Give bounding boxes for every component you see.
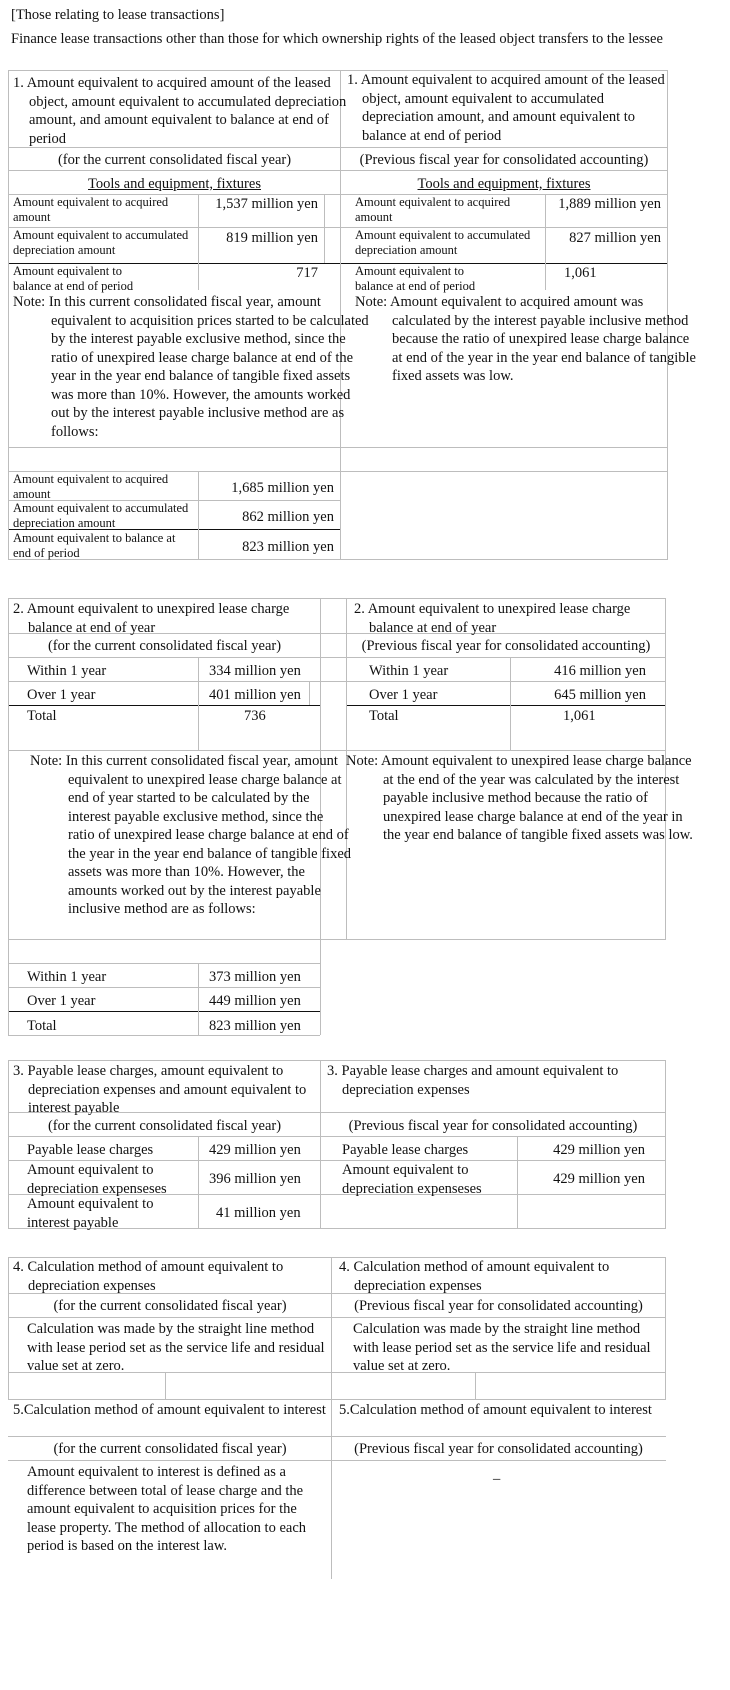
s1-cur-row1-value: 1,537 million yen [215,196,318,212]
s2-cur-row3-value: 736 [244,708,266,724]
s2-heading-current: 2. Amount equivalent to unexpired lease charge balance at end of year [13,601,290,636]
s2-cur-row1-value: 334 million yen [209,663,301,679]
s2-heading-previous: 2. Amount equivalent to unexpired lease charge balance at end of year [354,601,631,636]
s1-cur-row3-label: Amount equivalent to balance at end of period [13,264,134,294]
s5-text-current: Amount equivalent to interest is defined as a difference between total of lease charge and the amount equivalent to acquisition prices for the lease property. The method of allocation to each period is based on the interest law. [27,1464,307,1555]
s3-prev-row1-value: 429 million yen [553,1142,645,1158]
s1-extra-row2-value: 862 million yen [242,509,334,525]
s1-note-previous: Note: Amount equivalent to acquired amount was calculated by the interest payable inclusive method because the ratio of unexpired lease charge balance at end of the year in the year end balance of tangible fixed assets was low. [355,294,696,385]
s2-prev-row1-label: Within 1 year [369,663,449,679]
s1-prev-row1-label: Amount equivalent to acquired amount [355,195,511,225]
s1-category-current: Tools and equipment, fixtures [88,176,261,192]
s4-period-previous: (Previous fiscal year for consolidated accounting) [354,1298,643,1314]
s5-period-current: (for the current consolidated fiscal year) [53,1441,287,1457]
s2-cur-row3-label: Total [27,708,57,724]
s3-prev-row1-label: Payable lease charges [342,1142,469,1158]
s1-extra-row1-value: 1,685 million yen [231,480,334,496]
s2-prev-row3-value: 1,061 [563,708,596,724]
s1-prev-row1-value: 1,889 million yen [558,196,661,212]
s3-period-previous: (Previous fiscal year for consolidated accounting) [348,1118,638,1134]
s2-extra-row1-label: Within 1 year [27,969,107,985]
s1-prev-row2-label: Amount equivalent to accumulated depreciation amount [355,228,531,258]
s1-extra-row2-label: Amount equivalent to accumulated depreciation amount [13,501,189,531]
s1-note-current: Note: In this current consolidated fiscal year, amount equivalent to acquisition prices started to be calculated by the interest payable exclusive method, since the ratio of unexpired lease charge balance at end of the year in the year end balance of tangible fixed assets was more than 10%. However, the amounts worked out by the interest payable inclusive method are as follows: [13,294,369,440]
s1-period-previous: (Previous fiscal year for consolidated accounting) [359,152,649,168]
s1-prev-row3-value: 1,061 [564,265,597,281]
s1-category-previous: Tools and equipment, fixtures [417,176,591,192]
s5-text-previous: – [493,1471,501,1487]
s3-cur-row2-value: 396 million yen [209,1171,301,1187]
s1-prev-row2-value: 827 million yen [569,230,661,246]
s1-extra-row3-label: Amount equivalent to balance at end of period [13,531,176,561]
s2-cur-row2-label: Over 1 year [27,687,96,703]
s3-cur-row1-label: Payable lease charges [27,1142,154,1158]
s2-prev-row2-label: Over 1 year [369,687,438,703]
s2-extra-row3-label: Total [27,1018,57,1034]
s2-note-previous: Note: Amount equivalent to unexpired lease charge balance at the end of the year was calculated by the interest payable inclusive method because the ratio of unexpired lease charge balance at end of the year in the year end balance of tangible fixed assets was low. [346,753,693,844]
s3-prev-row2-value: 429 million yen [553,1171,645,1187]
s2-prev-row3-label: Total [369,708,399,724]
s2-period-previous: (Previous fiscal year for consolidated accounting) [361,638,651,654]
s3-cur-row2-label: Amount equivalent to depreciation expenseses [27,1162,167,1197]
s3-cur-row3-value: 41 million yen [216,1205,301,1221]
s5-heading-current: 5.Calculation method of amount equivalent to interest [13,1402,326,1418]
s5-heading-previous: 5.Calculation method of amount equivalent to interest [339,1402,652,1418]
s1-period-current: (for the current consolidated fiscal year) [57,152,292,168]
s2-extra-row3-value: 823 million yen [209,1018,301,1034]
s2-cur-row2-value: 401 million yen [209,687,301,703]
s1-heading-previous: 1. Amount equivalent to acquired amount of the leased object, amount equivalent to accumulated depreciation amount, and amount equivalent to balance at end of period [347,72,665,144]
s4-text-current: Calculation was made by the straight line method with lease period set as the service life and residual value set at zero. [27,1321,325,1375]
s3-prev-row2-label: Amount equivalent to depreciation expenseses [342,1162,482,1197]
s1-heading-current: 1. Amount equivalent to acquired amount of the leased object, amount equivalent to accumulated depreciation amount, and amount equivalent to balance at end of period [13,75,347,147]
s1-cur-row2-value: 819 million yen [226,230,318,246]
s4-period-current: (for the current consolidated fiscal year) [53,1298,287,1314]
s2-prev-row1-value: 416 million yen [554,663,646,679]
s1-extra-row3-value: 823 million yen [242,539,334,555]
s3-heading-current: 3. Payable lease charges, amount equivalent to depreciation expenses and amount equivalent to interest payable [13,1063,307,1117]
s5-period-previous: (Previous fiscal year for consolidated accounting) [354,1441,643,1457]
s3-cur-row1-value: 429 million yen [209,1142,301,1158]
s1-prev-row3-label: Amount equivalent to balance at end of period [355,264,476,294]
s2-extra-row2-label: Over 1 year [27,993,96,1009]
section-title: [Those relating to lease transactions] [11,7,225,23]
s4-heading-previous: 4. Calculation method of amount equivalent to depreciation expenses [339,1259,610,1294]
s2-cur-row1-label: Within 1 year [27,663,107,679]
s1-cur-row1-label: Amount equivalent to acquired amount [13,195,169,225]
s2-extra-row1-value: 373 million yen [209,969,301,985]
s1-extra-row1-label: Amount equivalent to acquired amount [13,472,169,502]
s4-text-previous: Calculation was made by the straight line method with lease period set as the service life and residual value set at zero. [353,1321,651,1375]
s1-cur-row2-label: Amount equivalent to accumulated depreciation amount [13,228,189,258]
s3-period-current: (for the current consolidated fiscal year) [47,1118,282,1134]
s2-period-current: (for the current consolidated fiscal year) [47,638,282,654]
s2-prev-row2-value: 645 million yen [554,687,646,703]
s3-cur-row3-label: Amount equivalent to interest payable [27,1196,154,1231]
s2-note-current: Note: In this current consolidated fiscal year, amount equivalent to unexpired lease charge balance at end of year started to be calculated by the interest payable exclusive method, since the ratio of unexpired lease charge balance at end of the year in the year end balance of tangible fixed assets was more than 10%. However, the amounts worked out by the interest payable inclusive method are as follows: [30,753,352,918]
s1-cur-row3-value: 717 [296,265,318,281]
s3-heading-previous: 3. Payable lease charges and amount equivalent to depreciation expenses [327,1063,619,1098]
s4-heading-current: 4. Calculation method of amount equivalent to depreciation expenses [13,1259,284,1294]
intro-text: Finance lease transactions other than those for which ownership rights of the leased object transfers to the lessee [11,31,663,47]
s2-extra-row2-value: 449 million yen [209,993,301,1009]
